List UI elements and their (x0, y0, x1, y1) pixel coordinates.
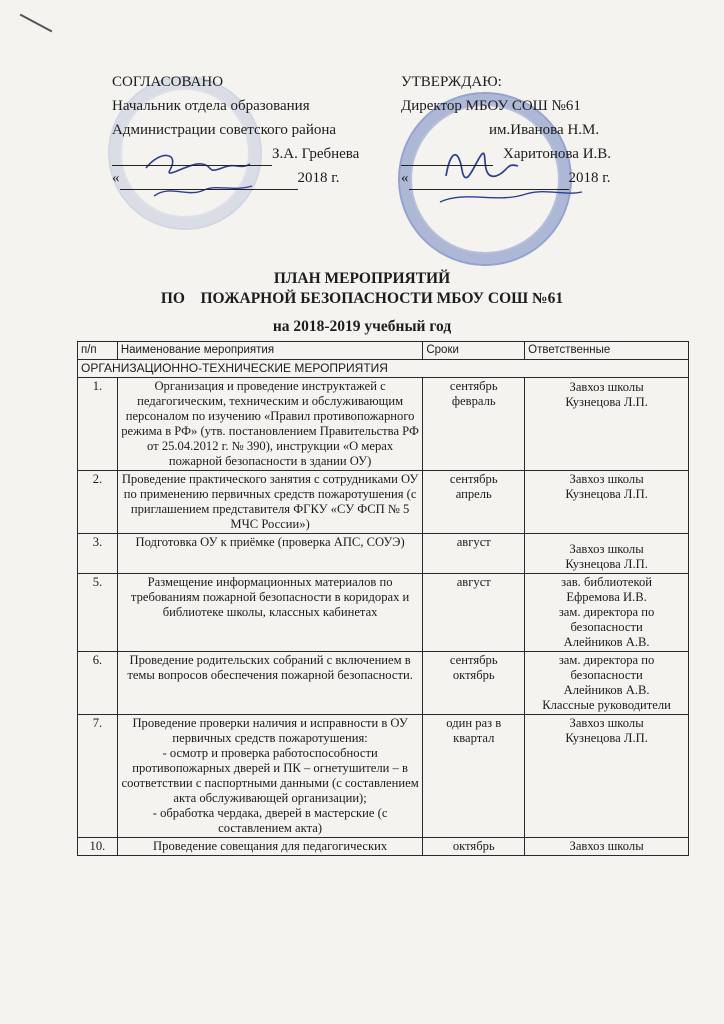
section-row (78, 360, 689, 378)
table-row (78, 838, 689, 856)
approval-block-right (401, 70, 681, 190)
signature-row (401, 142, 681, 166)
approval-position: Администрации советского района (112, 122, 337, 138)
document-title: ПЛАН МЕРОПРИЯТИЙ (273, 270, 451, 287)
header-num: п/п (78, 342, 118, 360)
approval-position: Директор МБОУ СОШ №61 (401, 98, 581, 114)
row-date: август (423, 574, 525, 652)
date-row (401, 166, 681, 190)
document-subtitle: ПО ПОЖАРНОЙ БЕЗОПАСНОСТИ МБОУ СОШ №61 (160, 290, 564, 307)
row-num: 6. (78, 652, 118, 715)
row-date: сентябрь февраль (423, 378, 525, 471)
date-row (112, 166, 382, 190)
row-date: один раз в квартал (423, 715, 525, 838)
table-row (78, 715, 689, 838)
table-header-row (78, 342, 689, 360)
header-name: Наименование мероприятия (117, 342, 423, 360)
row-resp: Завхоз школы Кузнецова Л.П. (525, 471, 689, 534)
scan-mark (20, 14, 53, 33)
row-resp: Завхоз школы Кузнецова Л.П. (525, 715, 689, 838)
row-num: 2. (78, 471, 118, 534)
row-name: Подготовка ОУ к приёмке (проверка АПС, СОУЭ) (117, 534, 423, 574)
row-num: 10. (78, 838, 118, 856)
row-name: Проведение практического занятия с сотрудниками ОУ по применению первичных средств пожаротушения (с приглашением представителя ФГКУ «СУ ФСП № 5 МЧС России») (117, 471, 423, 534)
row-date: август (423, 534, 525, 574)
row-num: 3. (78, 534, 118, 574)
date-line (120, 189, 298, 190)
row-resp: зам. директора по безопасности Алейников А.В. Классные руководители (525, 652, 689, 715)
row-num: 5. (78, 574, 118, 652)
row-date: сентябрь октябрь (423, 652, 525, 715)
table-row (78, 471, 689, 534)
header-date: Сроки (423, 342, 525, 360)
row-name: Проведение совещания для педагогических (117, 838, 423, 856)
date-line (409, 189, 569, 190)
row-date: сентябрь апрель (423, 471, 525, 534)
table-row (78, 534, 689, 574)
date-quote: « (401, 170, 409, 186)
approval-heading: УТВЕРЖДАЮ: (401, 74, 502, 90)
approver-name: Харитонова И.В. (503, 146, 612, 162)
row-date: октябрь (423, 838, 525, 856)
approval-heading: СОГЛАСОВАНО (112, 74, 224, 90)
header-resp: Ответственные (525, 342, 689, 360)
row-resp: Завхоз школы Кузнецова Л.П. (525, 534, 689, 574)
date-quote: « (112, 170, 120, 186)
approver-name: З.А. Гребнева (272, 146, 360, 162)
row-num: 7. (78, 715, 118, 838)
activities-table (77, 341, 689, 856)
table-row (78, 378, 689, 471)
row-num: 1. (78, 378, 118, 471)
row-resp: Завхоз школы Кузнецова Л.П. (525, 378, 689, 471)
row-name: Проведение родительских собраний с включением в темы вопросов обеспечения пожарной безопасности. (117, 652, 423, 715)
row-name: Проведение проверки наличия и исправности в ОУ первичных средств пожаротушения: - осмотр и проверка работоспособности противопожарных дверей и ПК – огнетушители – в соответствии с паспортными данными (с составлением акта обслуживающей организации); - обработка чердака, дверей в мастерские (с составлением акта) (117, 715, 423, 838)
date-year: 2018 г. (568, 170, 611, 186)
table-row (78, 574, 689, 652)
approval-block-left (112, 70, 382, 190)
row-name: Организация и проведение инструктажей с педагогическим, техническим и обслуживающим персоналом по изучению «Правил противопожарного режима в РФ» (утв. постановлением Правительства РФ от 25.04.2012 г. № 390), инструкции «О мерах пожарной безопасности в здании ОУ) (117, 378, 423, 471)
date-year: 2018 г. (297, 170, 340, 186)
approver-name: им.Иванова Н.М. (489, 122, 600, 138)
section-title: ОРГАНИЗАЦИОННО-ТЕХНИЧЕСКИЕ МЕРОПРИЯТИЯ (78, 360, 689, 378)
row-name: Размещение информационных материалов по требованиям пожарной безопасности в коридорах и библиотеке школы, классных кабинетах (117, 574, 423, 652)
approval-position: Начальник отдела образования (112, 98, 310, 114)
row-resp: Завхоз школы (525, 838, 689, 856)
table-row (78, 652, 689, 715)
academic-year: на 2018-2019 учебный год (272, 318, 452, 335)
signature-row (112, 142, 382, 166)
row-resp: зав. библиотекой Ефремова И.В. зам. директора по безопасности Алейников А.В. (525, 574, 689, 652)
